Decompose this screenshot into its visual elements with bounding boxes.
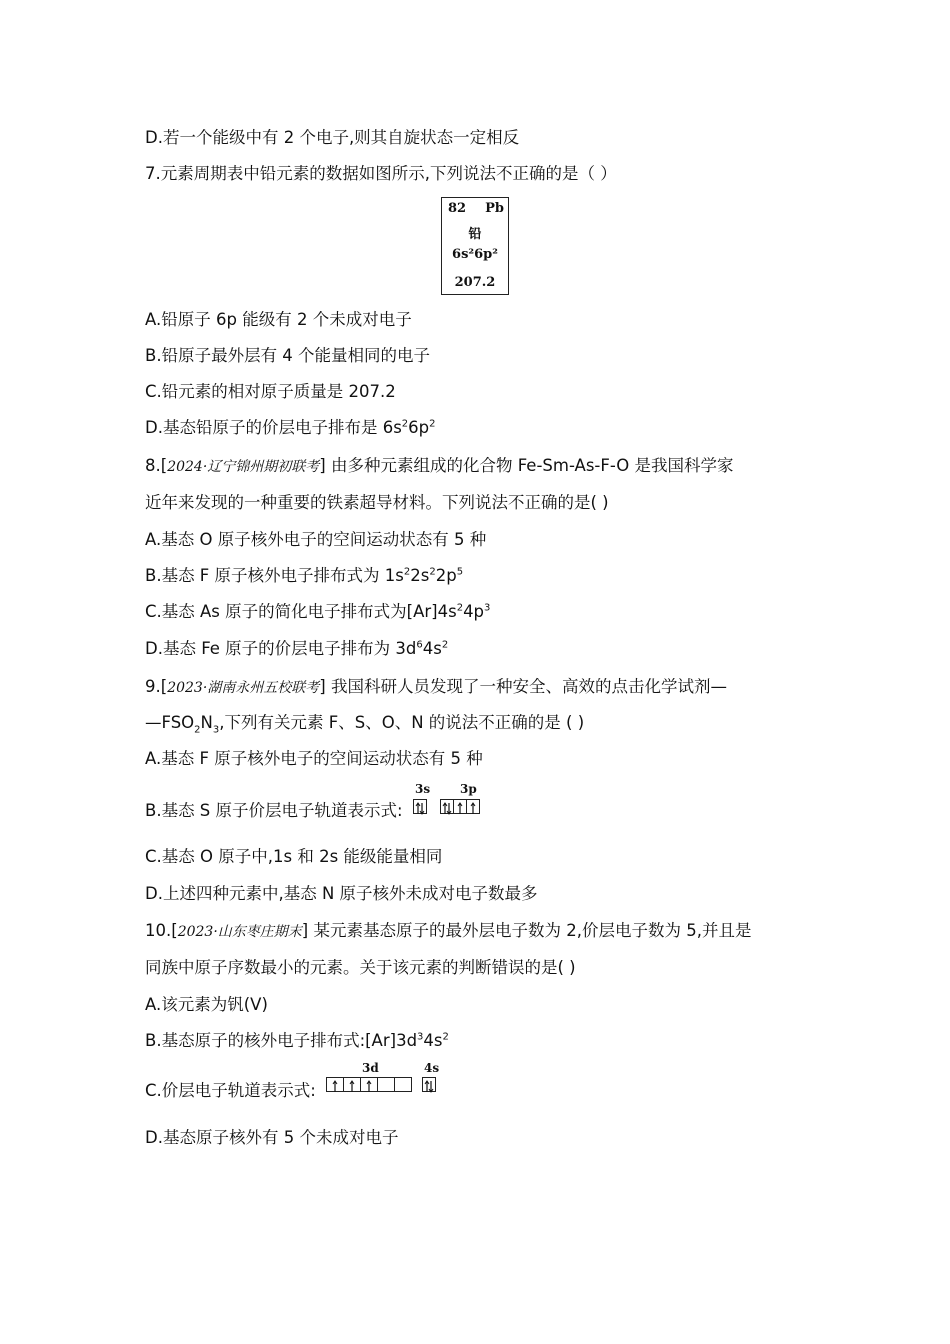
question-8-line2: 近年来发现的一种重要的铁素超导材料。下列说法不正确的是( ) bbox=[145, 493, 609, 512]
option-7c: C.铅元素的相对原子质量是 207.2 bbox=[145, 382, 396, 401]
source-tag: 2023·湖南永州五校联考 bbox=[167, 680, 320, 696]
option-10d: D.基态原子核外有 5 个未成对电子 bbox=[145, 1128, 399, 1147]
question-9-line2: $—FSO_2N_3$,下列有关元素 F、S、O、N 的说法不正确的是 ( ) bbox=[145, 713, 585, 736]
element-name: 铅 bbox=[468, 227, 482, 242]
option-10c: C.价层电子轨道表示式: bbox=[145, 1081, 316, 1100]
source-tag: 2024·辽宁锦州期初联考 bbox=[167, 459, 320, 475]
question-10: 10.[2023·山东枣庄期末] 某元素基态原子的最外层电子数为 2,价层电子数为 5,并且是 bbox=[145, 921, 752, 940]
option-7d: D.基态铅原子的价层电子排布是 $6s^26p^2$ bbox=[145, 418, 436, 437]
orbital-box bbox=[377, 1077, 395, 1092]
option-d-q6: D.若一个能级中有 2 个电子,则其自旋状态一定相反 bbox=[145, 128, 520, 147]
orbital-box bbox=[422, 1077, 436, 1092]
option-8c: C.基态 As 原子的简化电子排布式为$[Ar]4s^24p^3$ bbox=[145, 602, 491, 621]
question-10-line2: 同族中原子序数最小的元素。关于该元素的判断错误的是( ) bbox=[145, 958, 576, 977]
option-8d: D.基态 Fe 原子的价层电子排布为 $3d^64s^2$ bbox=[145, 639, 449, 658]
option-10a: A.该元素为钒(V) bbox=[145, 995, 268, 1014]
orbital-box bbox=[326, 1077, 344, 1092]
orbital-box bbox=[466, 799, 480, 814]
orbital-box bbox=[413, 799, 427, 814]
option-7a: A.铅原子 6p 能级有 2 个未成对电子 bbox=[145, 310, 412, 329]
option-9c: C.基态 O 原子中,1s 和 2s 能级能量相同 bbox=[145, 847, 443, 866]
question-8: 8.[2024·辽宁锦州期初联考] 由多种元素组成的化合物 Fe-Sm-As-F-O 是我国科学家 bbox=[145, 456, 734, 475]
option-8a: A.基态 O 原子核外电子的空间运动状态有 5 种 bbox=[145, 530, 487, 549]
orbital-box bbox=[453, 799, 467, 814]
orbital-diagram-d: 3d 4s bbox=[326, 1061, 446, 1097]
option-9d: D.上述四种元素中,基态 N 原子核外未成对电子数最多 bbox=[145, 884, 538, 903]
option-9a: A.基态 F 原子核外电子的空间运动状态有 5 种 bbox=[145, 749, 483, 768]
element-card bbox=[441, 197, 509, 295]
option-10b: B.基态原子的核外电子排布式$:[Ar]3d^34s^2$ bbox=[145, 1031, 449, 1050]
option-9b: B.基态 S 原子价层电子轨道表示式: bbox=[145, 801, 403, 820]
option-7b: B.铅原子最外层有 4 个能量相同的电子 bbox=[145, 346, 431, 365]
question-9: 9.[2023·湖南永州五校联考] 我国科研人员发现了一种安全、高效的点击化学试剂— bbox=[145, 677, 727, 696]
question-7: 7.元素周期表中铅元素的数据如图所示,下列说法不正确的是（ ） bbox=[145, 164, 617, 183]
source-tag: 2023·山东枣庄期末 bbox=[177, 924, 302, 940]
atomic-mass: 207.2 bbox=[454, 275, 496, 290]
orbital-box bbox=[394, 1077, 412, 1092]
orbital-box bbox=[360, 1077, 378, 1092]
orbital-diagram-s: 3s 3p bbox=[413, 782, 497, 818]
option-8b: B.基态 F 原子核外电子排布式为 $1s^22s^22p^5$ bbox=[145, 566, 464, 585]
orbital-box bbox=[343, 1077, 361, 1092]
electron-config: 6s²6p² bbox=[452, 247, 498, 262]
atomic-number-symbol: 82 Pb bbox=[448, 201, 504, 216]
orbital-box bbox=[440, 799, 454, 814]
